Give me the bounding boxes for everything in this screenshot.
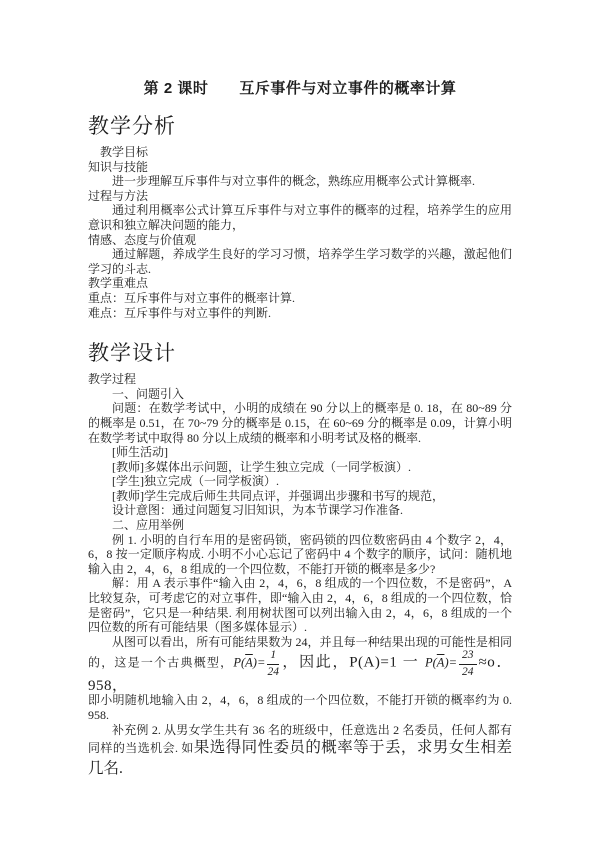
text-example-1: 例 1. 小明的自行车用的是密码锁，密码锁的四位数密码由 4 个数字 2，4，6，8 按一定顺序构成. 小明不小心忘记了密码中 4 个数字的顺序，试问：随机地输入由 2，4，6，8 组成的一个四位数，不能打开锁的概率是多少? [88,532,512,576]
text-student-step-1: [学生]独立完成（一同学板演）. [112,474,279,489]
example-2-large-text: 果选得同性委员的概率等于丢，求男女生相差几名. [88,739,512,778]
text-conclusion-result: 即小明随机地输入由 2，4，6，8 组成的一个四位数，不能打开锁的概率约为 0. 958. [88,693,512,723]
text-teacher-step-1: [教师]多媒体出示问题，让学生独立完成（一同学板演）. [112,459,411,474]
formula-middle-text: ，因此，P(A)=1 一 [281,654,425,671]
heading-problem-intro: 一、问题引入 [112,386,185,401]
page-title: 第 2 课时 互斥事件与对立事件的概率计算 [143,80,457,97]
text-problem: 问题：在数学考试中，小明的成绩在 90 分以上的概率是 0. 18，在 80~89 分的概率是 0.51，在 70~79 分的概率是 0.15，在 60~69 分的概率是 0.09，计算小明在数学考试中取得 80 分以上成绩的概率和小明考试及格的概率. [88,401,512,445]
text-difficult-point: 难点：互斥事件与对立事件的判断. [88,305,272,320]
text-emotion-values: 通过解题，养成学生良好的学习习惯，培养学生学习数学的兴趣，激起他们学习的斗志. [88,247,512,276]
text-example-2 [88,723,512,780]
section-heading-analysis: 教学分析 [88,114,176,138]
example-2-small-text: 补充例 2. 从男女学生共有 36 名的班级中，任意选出 2 名委员，任何人都有同样的当选机会. 如 [88,722,512,756]
text-teacher-step-2: [教师]学生完成后师生共同点评，并强调出步骤和书写的规范， [112,488,444,503]
label-emotion-values: 情感、态度与价值观 [88,232,197,247]
heading-application-examples: 二、应用举例 [112,518,185,533]
conclusion-prefix: 从图可以看出，所有可能结果数为 24，并且每一种结果出现的可能性是相同的，这是一个古典概型， [88,634,512,670]
label-key-difficult-points: 教学重难点 [88,276,149,291]
text-solution: 解：用 A 表示事件“输入由 2，4，6，8 组成的一个四位数，不是密码”，A 比较复杂，可考虑它的对立事件，即“输入由 2，4，6，8 组成的一个四位数，恰是密码”，它只是一种结果. 利用树状图可以列出输入由 2，4，6，8 组成的一个四位数的所有可能结果（图多媒体显示）. [88,576,512,635]
text-conclusion-with-formula [88,635,512,694]
a-bar-symbol: $\overline{A}$ [436,655,445,670]
fraction-23-over-24: $\frac{23}{24}$ [459,649,477,678]
text-knowledge-skills: 进一步理解互斥事件与对立事件的概念，熟练应用概率公式计算概率. [112,174,476,189]
label-process-method: 过程与方法 [88,188,149,203]
text-key-point: 重点：互斥事件与对立事件的概率计算. [88,290,296,305]
a-bar-symbol: $\overline{A}$ [245,655,253,670]
math-term-open-1: $P(\overline{A})=$ [233,655,266,670]
math-term-open-2: $P(\overline{A})=$ [424,655,458,670]
text-process-method: 通过利用概率公式计算互斥事件与对立事件的概率的过程，培养学生的应用意识和独立解决问题的能力， [88,203,512,232]
section-heading-design: 教学设计 [88,341,176,366]
fraction-1-over-24: $\frac{1}{24}$ [267,649,280,678]
label-teacher-student-activity: [师生活动] [112,445,168,460]
label-teaching-goal: 教学目标 [100,145,149,159]
label-teaching-process: 教学过程 [88,372,137,387]
label-knowledge-skills: 知识与技能 [88,159,149,174]
text-design-intent: 设计意图：通过问题复习旧知识，为本节课学习作准备. [112,503,404,518]
formula-approx-result: ≈o．958， [88,654,512,694]
